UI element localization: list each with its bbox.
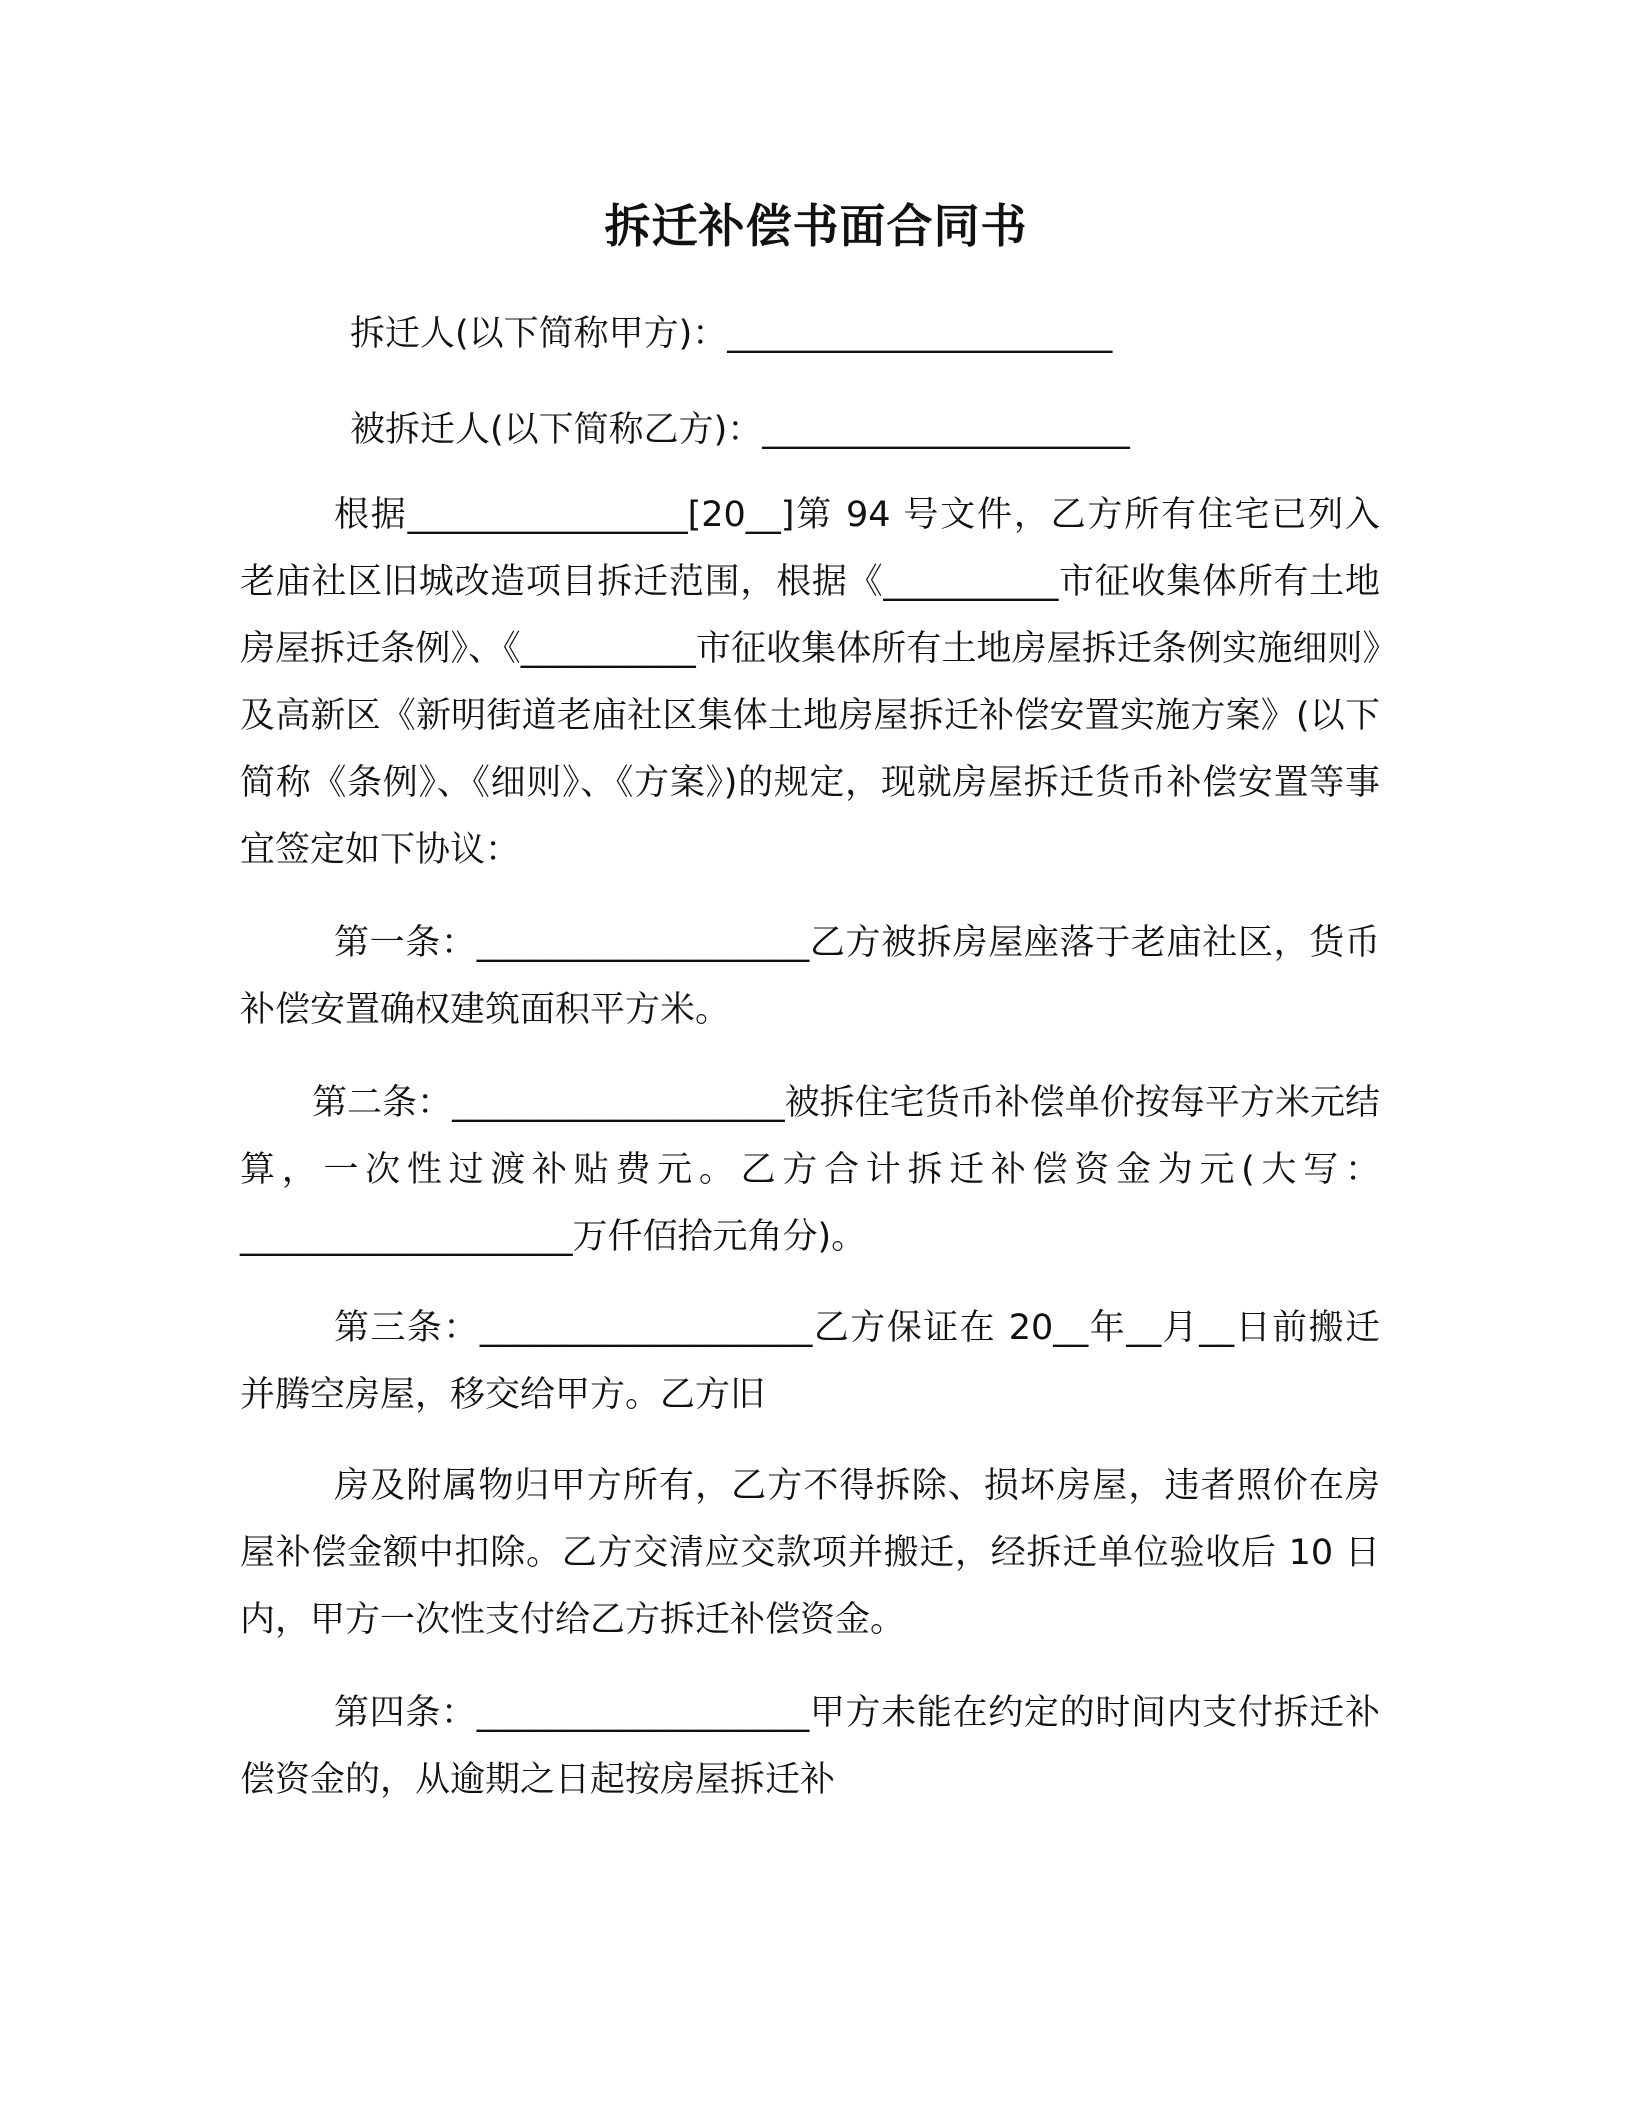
party-a-line: 拆迁人(以下简称甲方)：______________________ xyxy=(350,314,1113,354)
article-3-paragraph: 第三条：___________________乙方保证在 20__年__月__日前搬迁并腾空房屋，移交给甲方。乙方旧 xyxy=(240,1308,1380,1415)
article-4-paragraph: 第四条：___________________甲方未能在约定的时间内支付拆迁补偿资金的，从逾期之日起按房屋拆迁补 xyxy=(240,1693,1380,1800)
article-1-paragraph: 第一条：___________________乙方被拆房屋座落于老庙社区，货币补偿安置确权建筑面积平方米。 xyxy=(240,923,1380,1030)
preamble-paragraph: 根据________________[20__]第 94 号文件，乙方所有住宅已列入老庙社区旧城改造项目拆迁范围，根据《__________市征收集体所有土地房屋拆迁条例》、《__________市征收集体所有土地房屋拆迁条例实施细则》及高新区《新明街道老庙社区集体土地房屋拆迁补偿安置实施方案》(以下简称《条例》、《细则》、《方案》)的规定，现就房屋拆迁货币补偿安置等事宜签定如下协议： xyxy=(240,495,1380,870)
party-b-line: 被拆迁人(以下简称乙方)：_____________________ xyxy=(350,410,1130,450)
article-2-paragraph: 第二条：___________________被拆住宅货币补偿单价按每平方米元结算，一次性过渡补贴费元。乙方合计拆迁补偿资金为元(大写：___________________万仟佰拾元角分)。 xyxy=(240,1083,1380,1257)
article-3-continued-paragraph: 房及附属物归甲方所有，乙方不得拆除、损坏房屋，违者照价在房屋补偿金额中扣除。乙方交清应交款项并搬迁，经拆迁单位验收后 10 日内，甲方一次性支付给乙方拆迁补偿资金。 xyxy=(240,1466,1380,1640)
document-title: 拆迁补偿书面合同书 xyxy=(604,199,1028,253)
